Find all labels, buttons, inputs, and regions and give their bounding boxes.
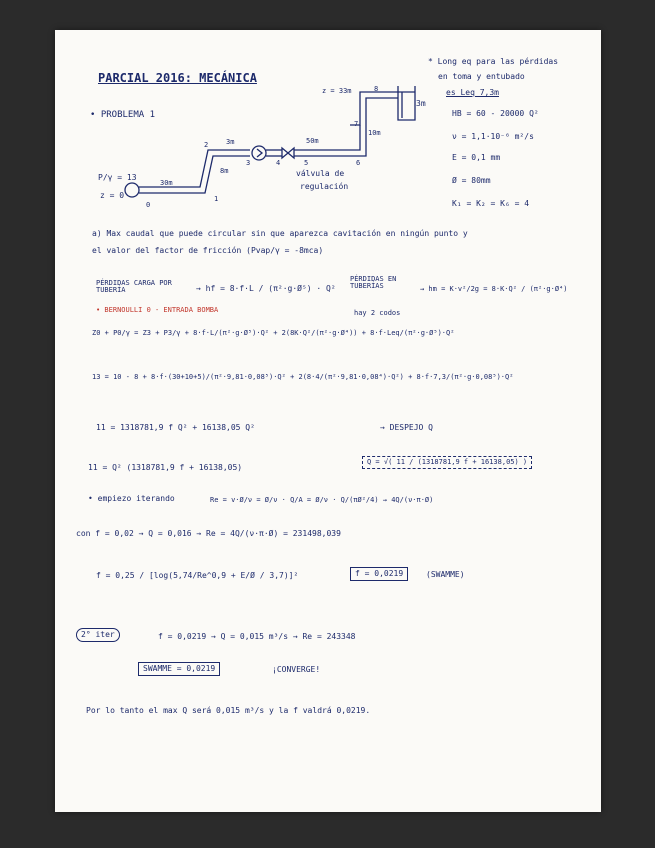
- equation-4: 11 = Q² (1318781,9 f + 16138,05): [88, 463, 243, 472]
- swamme-result-box: SWAMME = 0,0219: [138, 662, 220, 676]
- losses-minor-formula: → hm = K·v²/2g = 8·K·Q² / (π²·g·Ø⁴): [420, 285, 568, 293]
- diagram-len-30m: 30m: [160, 179, 173, 187]
- losses-pipe-label: PÉRDIDAS CARGA POR TUBERÍA: [96, 279, 172, 294]
- diagram-len-8m: 8m: [220, 167, 229, 175]
- diagram-z0: z = 0: [100, 191, 125, 200]
- equation-2: 13 = 10 - 8 + 8·f·(30+10+5)/(π²·9,81·0,08⁵)·Q² + 2(8·4/(π²·9,81·0,08⁴)·Q²) + 8·f·7,3/(π²·g·0,08⁵)·Q²: [92, 373, 514, 381]
- diagram-node-7: 7: [354, 120, 359, 128]
- note-line-3: es Leq 7,3m: [446, 88, 499, 97]
- swamee-tag: (SWAMME): [426, 570, 465, 579]
- diagram-len-10m: 10m: [368, 129, 381, 137]
- q-expression-box: Q = √( 11 / (1318781,9 f + 16138,05) ): [362, 456, 532, 469]
- losses-pipe-formula: → hf = 8·f·L / (π²·g·Ø⁵) · Q²: [196, 284, 336, 293]
- given-hb: HB = 60 - 20000 Q²: [452, 109, 539, 118]
- diagram-node-4: 4: [276, 159, 281, 167]
- diagram-node-0: 0: [146, 201, 151, 209]
- converge-label: ¡CONVERGE!: [272, 665, 321, 674]
- conclusion: Por lo tanto el max Q será 0,015 m³/s y la f valdrá 0,0219.: [86, 706, 371, 715]
- diagram-z-top: z = 33m: [322, 87, 352, 95]
- given-roughness: E = 0,1 mm: [452, 153, 501, 162]
- reynolds-derivation: Re = v·Ø/ν = Ø/ν · Q/A = Ø/ν · Q/(πØ²/4) → 4Q/(ν·π·Ø): [210, 496, 434, 504]
- diagram-node-5: 5: [304, 159, 309, 167]
- iteration-label: • empiezo iterando: [88, 494, 175, 503]
- diagram-height-3m: 3m: [416, 99, 426, 108]
- annotation-codos: hay 2 codos: [354, 309, 401, 317]
- iteration-2-label: 2° iter: [76, 628, 120, 642]
- note-line-1: * Long eq para las pérdidas: [428, 57, 559, 66]
- question-a-line-1: a) Max caudal que puede circular sin que aparezca cavitación en ningún punto y: [92, 229, 468, 238]
- page-title: PARCIAL 2016: MECÁNICA: [98, 71, 257, 85]
- diagram-len-50m: 50m: [306, 137, 319, 145]
- question-a-line-2: el valor del factor de fricción (Pvap/γ = -8mca): [92, 246, 324, 255]
- diagram-node-6: 6: [356, 159, 361, 167]
- equation-3-tag: → DESPEJO Q: [380, 423, 433, 432]
- equation-3: 11 = 1318781,9 f Q² + 16138,05 Q²: [96, 423, 255, 432]
- given-nu: ν = 1,1·10⁻⁶ m²/s: [452, 132, 534, 141]
- diagram-node-8: 8: [374, 85, 379, 93]
- diagram-node-3: 3: [246, 159, 251, 167]
- note-line-2: en toma y entubado: [438, 72, 525, 81]
- losses-minor-label: PÉRDIDAS EN TUBERÍAS: [350, 275, 397, 290]
- diagram-pressure: P/γ = 13: [98, 173, 137, 182]
- given-k: K₁ = K₂ = K₆ = 4: [452, 199, 530, 208]
- iteration-2: f = 0,0219 → Q = 0,015 m³/s → Re = 243348: [158, 632, 356, 641]
- bernoulli-heading: • BERNOULLI 0 - ENTRADA BOMBA: [96, 306, 219, 314]
- given-diameter: Ø = 80mm: [452, 176, 491, 185]
- swamee-result-box: f = 0,0219: [350, 567, 408, 581]
- swamee-formula: f = 0,25 / [log(5,74/Re^0,9 + E/Ø / 3,7)]²: [96, 571, 299, 580]
- valve-label-2: regulación: [300, 182, 349, 191]
- diagram-len-3m: 3m: [226, 138, 235, 146]
- equation-1: Z0 + P0/γ = Z3 + P3/γ + 8·f·L/(π²·g·Ø⁵)·Q² + 2(8K·Q²/(π²·g·Ø⁴)) + 8·f·Leq/(π²·g·Ø⁵)·Q²: [92, 329, 455, 337]
- diagram-node-2: 2: [204, 141, 209, 149]
- problem-label: • PROBLEMA 1: [90, 110, 156, 120]
- diagram-node-1: 1: [214, 195, 219, 203]
- valve-label-1: válvula de: [296, 169, 345, 178]
- iteration-1: con f = 0,02 → Q = 0,016 → Re = 4Q/(ν·π·Ø) = 231498,039: [76, 529, 341, 538]
